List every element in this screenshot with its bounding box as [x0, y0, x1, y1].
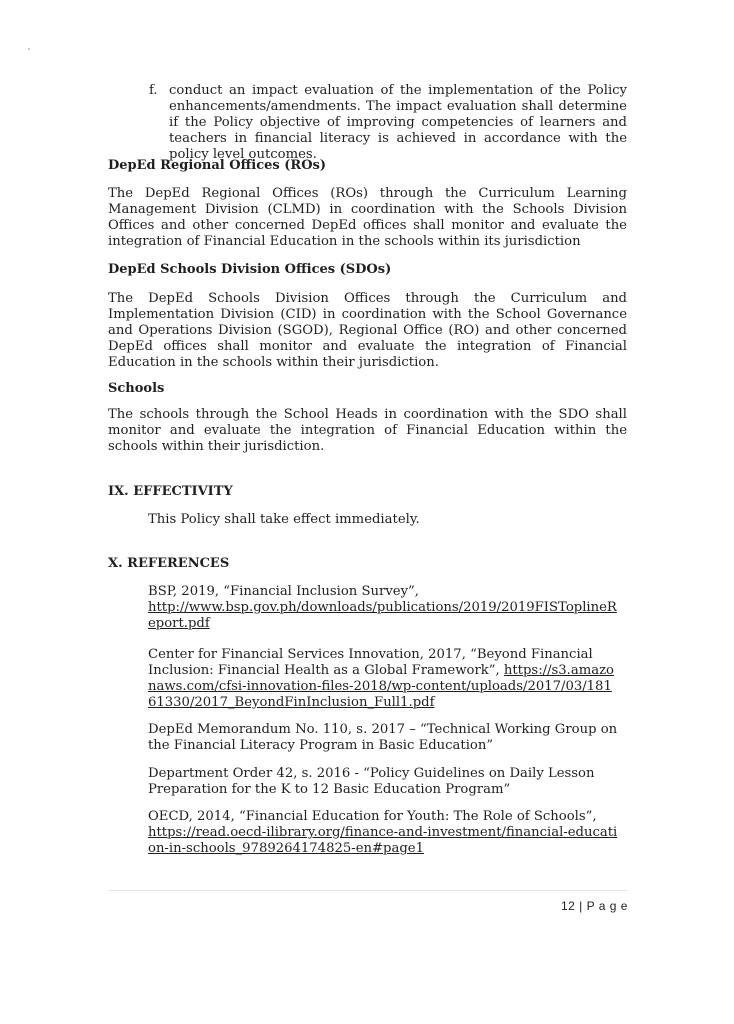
regional-offices-paragraph: The DepEd Regional Offices (ROs) through the Curriculum Learning Management Division (CLMD) in coordination with the Schools Division Offices and other concerned DepEd offices shall monitor and evaluate the integration of Financial Education in the schools within its jurisdiction: [108, 186, 627, 249]
division-offices-paragraph: The DepEd Schools Division Offices through the Curriculum and Implementation Division (CID) in coordination with the School Governance and Operations Division (SGOD), Regional Office (RO) and other concerned DepEd offices shall monitor and evaluate the integration of Financial Education in the schools within their jurisdiction.: [108, 291, 627, 370]
reference-link[interactable]: https://read.oecd-ilibrary.org/finance-and-investment/financial-education-in-schools_9789264174825-en#page1: [148, 825, 618, 856]
reference-text: BSP, 2019, “Financial Inclusion Survey”,: [148, 584, 419, 599]
reference-text: OECD, 2014, “Financial Education for Youth: The Role of Schools”,: [148, 809, 597, 824]
list-item-text: conduct an impact evaluation of the implementation of the Policy enhancements/amendments. The impact evaluation shall determine if the Policy objective of improving competencies of learners and teachers in financial literacy is achieved in accordance with the policy level outcomes.: [169, 83, 627, 162]
schools-heading: Schools: [108, 381, 165, 396]
reference-item: [148, 722, 618, 754]
regional-offices-heading: DepEd Regional Offices (ROs): [108, 158, 326, 173]
footer-divider: [108, 890, 628, 891]
references-heading: X. REFERENCES: [108, 556, 230, 571]
reference-text: DepEd Memorandum No. 110, s. 2017 – “Technical Working Group on the Financial Literacy Program in Basic Education”: [148, 722, 618, 753]
effectivity-paragraph: This Policy shall take effect immediately.: [148, 512, 420, 527]
reference-item: [148, 766, 618, 798]
effectivity-heading: IX. EFFECTIVITY: [108, 484, 233, 499]
scan-speck: [28, 48, 30, 50]
page-number: 12 | P a g e: [561, 899, 628, 913]
reference-link[interactable]: https://s3.amazonaws.com/cfsi-innovation-files-2018/wp-content/uploads/2017/03/18161330/2017_BeyondFinInclusion_Full1.pdf: [148, 663, 614, 710]
reference-item: [148, 584, 618, 632]
schools-paragraph: The schools through the School Heads in coordination with the SDO shall monitor and evaluate the integration of Financial Education within the schools within their jurisdiction.: [108, 407, 627, 454]
division-offices-heading: DepEd Schools Division Offices (SDOs): [108, 262, 392, 277]
list-item-f: [149, 83, 627, 163]
reference-text: Department Order 42, s. 2016 - “Policy Guidelines on Daily Lesson Preparation for the K to 12 Basic Education Program”: [148, 766, 595, 797]
reference-text: Center for Financial Services Innovation, 2017, “Beyond Financial Inclusion: Financial Health as a Global Framework”,: [148, 647, 593, 678]
list-marker: f.: [149, 83, 158, 98]
reference-item: [148, 809, 618, 857]
reference-link[interactable]: http://www.bsp.gov.ph/downloads/publications/2019/2019FISToplineReport.pdf: [148, 600, 617, 631]
reference-item: [148, 647, 618, 711]
